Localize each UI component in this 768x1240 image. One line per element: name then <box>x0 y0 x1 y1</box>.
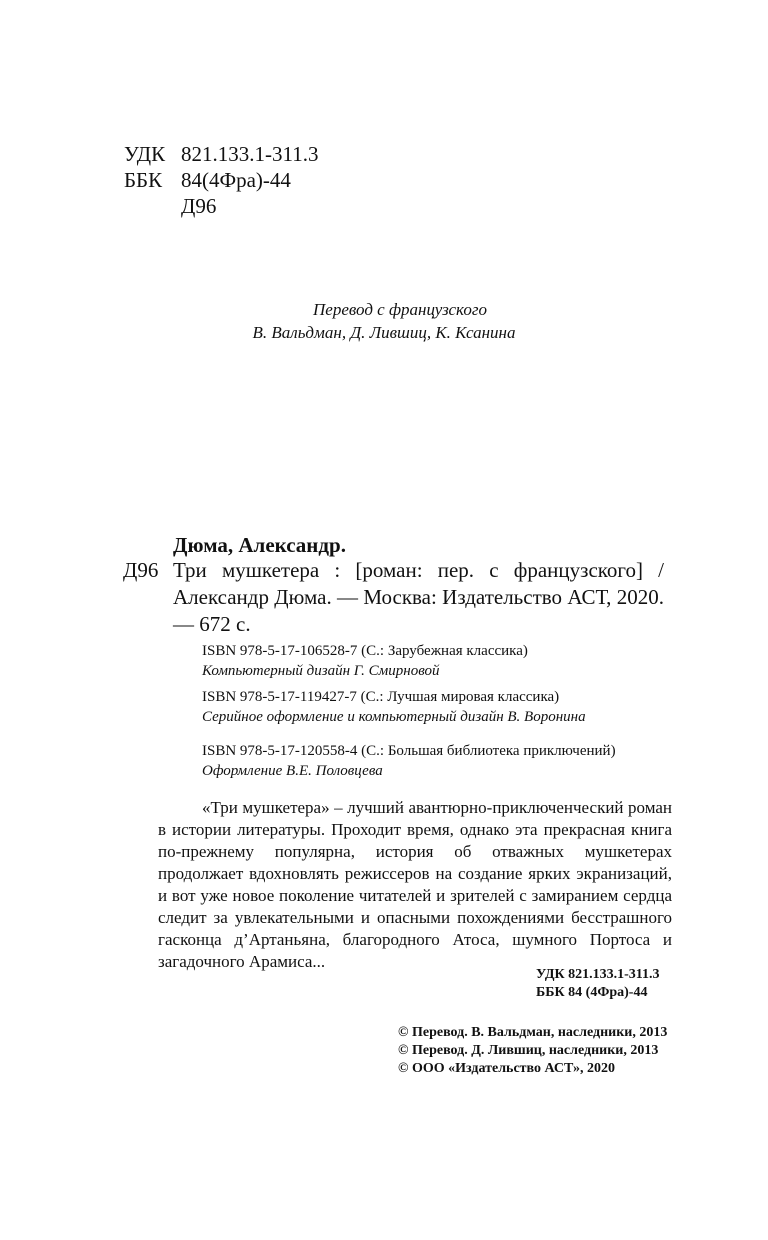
annotation-text: «Три мушкетера» – лучший авантюрно-приключенческий роман в истории литературы. Проходит время, однако эта прекрасная книга по-прежнему популярна, история об отважных мушкетерах продолжает вдохновлять режиссеров на создание ярких экранизаций, и вот уже новое поколение читателей и зрителей с замиранием сердца следит за увлекательными и опасными похождениями бесстрашного гасконца д’Артаньяна, благородного Атоса, шумного Портоса и загадочного Арамиса... <box>158 798 672 971</box>
bottom-udk: УДК 821.133.1-311.3 <box>536 967 660 982</box>
translation-credit <box>0 298 768 344</box>
isbn-line: ISBN 978-5-17-119427-7 (С.: Лучшая мировая классика) <box>202 689 560 705</box>
classification-block <box>124 141 318 219</box>
author-heading: Дюма, Александр. <box>173 533 346 557</box>
description-author-mark: Д96 <box>123 558 159 582</box>
description-text: Три мушкетера : [роман: пер. с французского] / Александр Дюма. — Москва: Издательство АСТ, 2020. — 672 с. <box>173 558 664 636</box>
bottom-codes <box>536 966 660 1002</box>
design-credit: Оформление В.Е. Половцева <box>202 763 383 779</box>
copyright-line-2: © Перевод. Д. Лившиц, наследники, 2013 <box>398 1043 659 1058</box>
copyright-line-1: © Перевод. В. Вальдман, наследники, 2013 <box>398 1025 668 1040</box>
copyright-block <box>398 1024 667 1078</box>
translators-line: В. Вальдман, Д. Лившиц, К. Ксанина <box>252 323 516 342</box>
bbk-row <box>124 167 318 193</box>
translation-line-1: Перевод с французского <box>313 300 487 319</box>
annotation <box>158 797 672 973</box>
isbn-group-2 <box>202 687 586 727</box>
bbk-value: 84(4Фра)-44 <box>181 168 291 192</box>
bottom-bbk: ББК 84 (4Фра)-44 <box>536 985 648 1000</box>
isbn-group-3 <box>202 741 616 781</box>
udk-value: 821.133.1-311.3 <box>181 142 319 166</box>
isbn-line: ISBN 978-5-17-120558-4 (С.: Большая библиотека приключений) <box>202 743 616 759</box>
design-credit: Серийное оформление и компьютерный дизайн В. Воронина <box>202 709 586 725</box>
design-credit: Компьютерный дизайн Г. Смирновой <box>202 663 440 679</box>
bbk-label: ББК <box>124 168 163 192</box>
isbn-line: ISBN 978-5-17-106528-7 (С.: Зарубежная классика) <box>202 643 528 659</box>
isbn-group-1 <box>202 641 528 681</box>
udk-label: УДК <box>124 142 166 166</box>
bibliographic-description <box>123 557 664 638</box>
udk-row <box>124 141 318 167</box>
author-mark: Д96 <box>181 194 217 218</box>
copyright-line-3: © ООО «Издательство АСТ», 2020 <box>398 1061 616 1076</box>
